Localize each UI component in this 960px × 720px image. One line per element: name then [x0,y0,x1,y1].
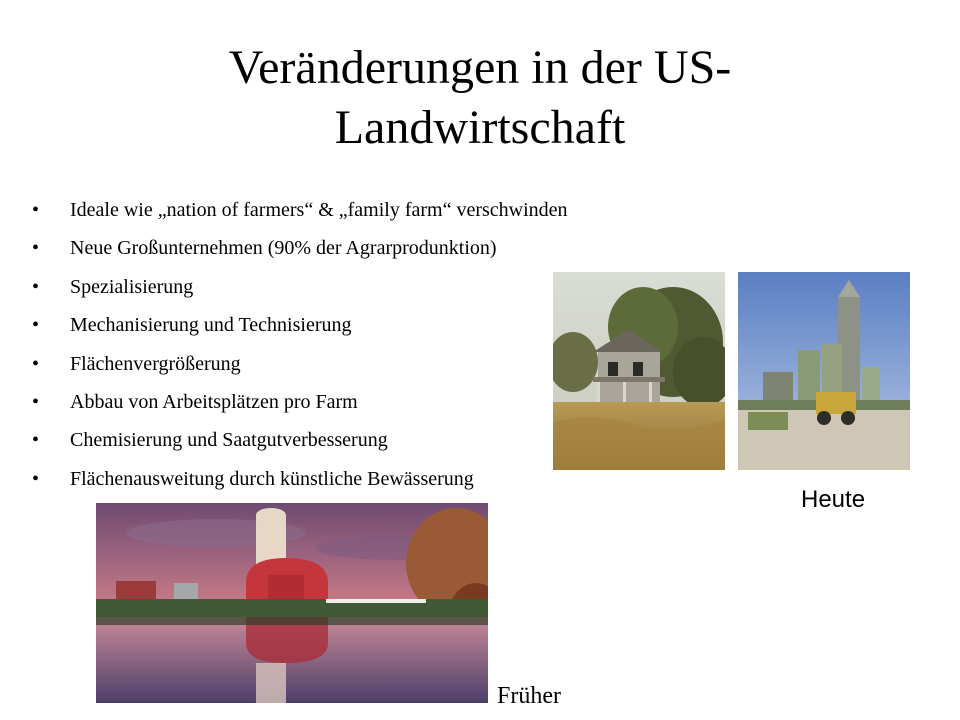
bullet-item: • Chemisierung und Saatgutverbesserung [30,428,568,453]
red-barn-reflection-photo [96,503,488,703]
title-line-1: Veränderungen in der US- [228,41,732,94]
bullet-item: • Neue Großunternehmen (90% der Agrarprodunktion) [30,236,568,261]
bullet-item: • Ideale wie „nation of farmers“ & „family farm“ verschwinden [30,198,568,223]
title-line-2: Landwirtschaft [334,101,626,154]
bullet-item: • Flächenausweitung durch künstliche Bewässerung [30,467,568,492]
bullet-item: • Abbau von Arbeitsplätzen pro Farm [30,390,568,415]
slide-title [120,38,840,158]
bullet-item: • Mechanisierung und Technisierung [30,313,568,338]
bullet-item: • Flächenvergrößerung [30,352,568,377]
caption-past: Früher [497,683,561,709]
bullet-list [30,198,568,505]
bullet-item: • Spezialisierung [30,275,568,300]
modern-farm-silos-photo [738,272,910,470]
caption-today: Heute [801,486,866,513]
abandoned-farmhouse-photo [553,272,725,470]
